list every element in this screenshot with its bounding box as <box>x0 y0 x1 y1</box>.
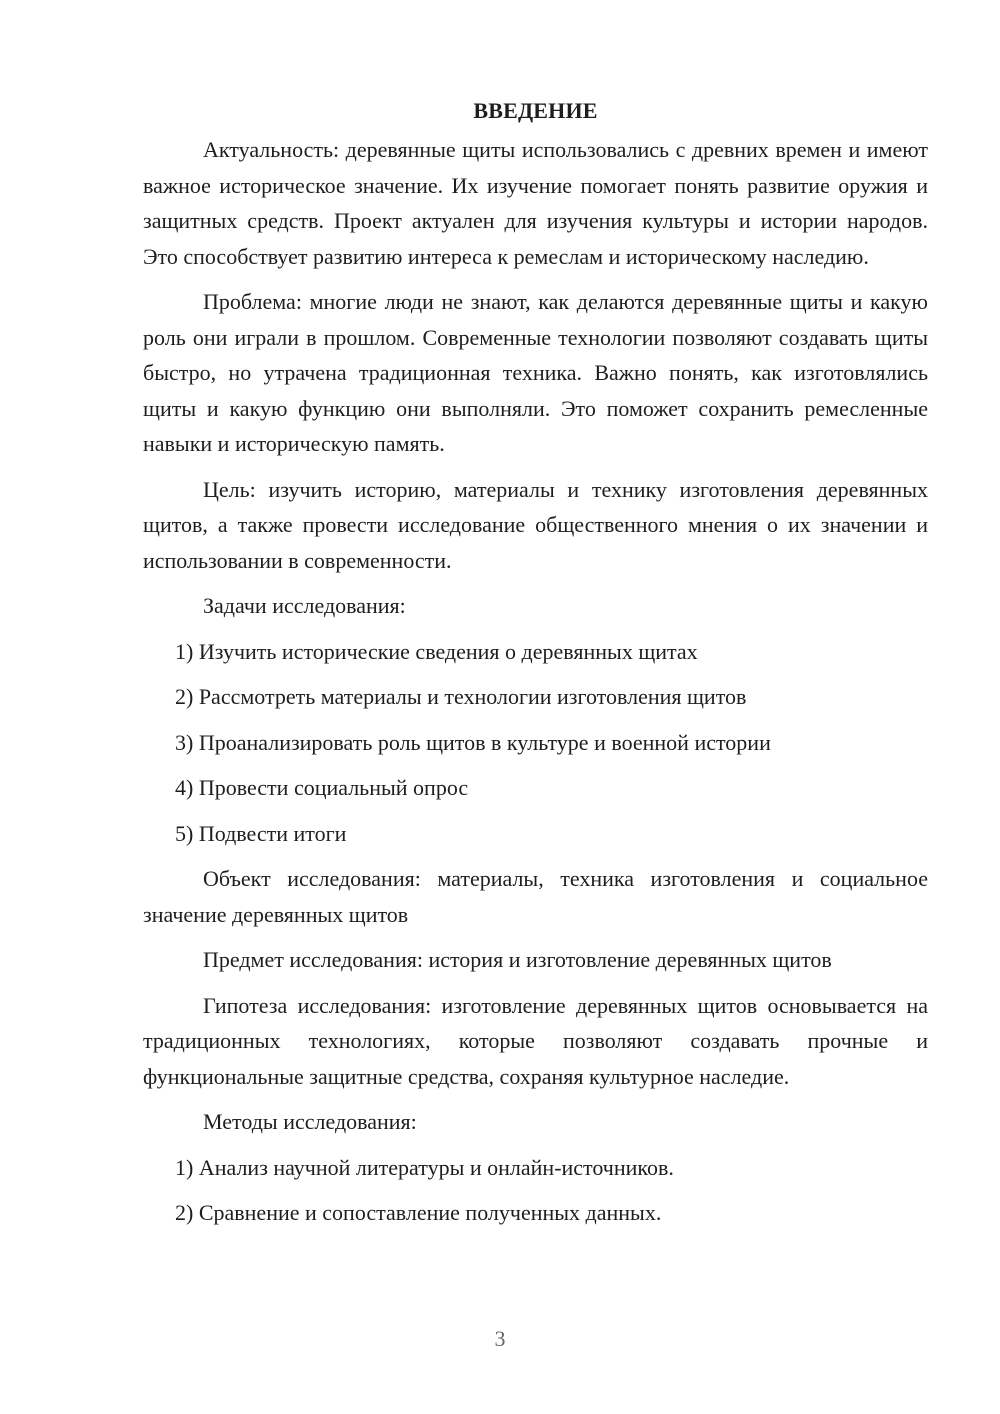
object-paragraph: Объект исследования: материалы, техника изготовления и социальное значение деревянных щитов <box>143 866 928 927</box>
tasks-list <box>143 634 928 852</box>
page-number: 3 <box>494 1326 506 1351</box>
list-item: 5) Подвести итоги <box>175 820 347 846</box>
tasks-heading: Задачи исследования: <box>203 593 406 618</box>
list-item: 4) Провести социальный опрос <box>175 775 469 800</box>
hypothesis-paragraph: Гипотеза исследования: изготовление деревянных щитов основывается на традиционных технологиях, которые позволяют создавать прочные и функциональные защитные средства, сохраняя культурное наследие. <box>143 992 928 1089</box>
relevance-paragraph: Актуальность: деревянные щиты использовались с древних времен и имеют важное историческое значение. Их изучение помогает понять развитие оружия и защитных средств. Проект актуален для изучения культуры и истории народов. Это способствует развитию интереса к ремеслам и историческому наследию. <box>143 137 928 269</box>
problem-paragraph: Проблема: многие люди не знают, как делаются деревянные щиты и какую роль они играли в прошлом. Современные технологии позволяют создавать щиты быстро, но утрачена традиционная техника. Важно понять, как изготовлялись щиты и какую функцию они выполняли. Это поможет сохранить ремесленные навыки и историческую память. <box>143 289 928 456</box>
methods-heading: Методы исследования: <box>203 1109 417 1134</box>
list-item: 2) Рассмотреть материалы и технологии изготовления щитов <box>175 684 747 709</box>
list-item: 2) Сравнение и сопоставление полученных данных. <box>175 1200 662 1225</box>
goal-paragraph: Цель: изучить историю, материалы и технику изготовления деревянных щитов, а также провести исследование общественного мнения о их значении и использовании в современности. <box>143 476 928 573</box>
list-item: 1) Анализ научной литературы и онлайн-источников. <box>175 1154 674 1180</box>
page-title: ВВЕДЕНИЕ <box>473 98 598 123</box>
document-page <box>143 96 928 1241</box>
subject-paragraph: Предмет исследования: история и изготовление деревянных щитов <box>203 947 832 972</box>
list-item: 1) Изучить исторические сведения о деревянных щитах <box>175 638 698 664</box>
methods-list <box>143 1150 928 1231</box>
list-item: 3) Проанализировать роль щитов в культуре и военной истории <box>175 729 771 755</box>
